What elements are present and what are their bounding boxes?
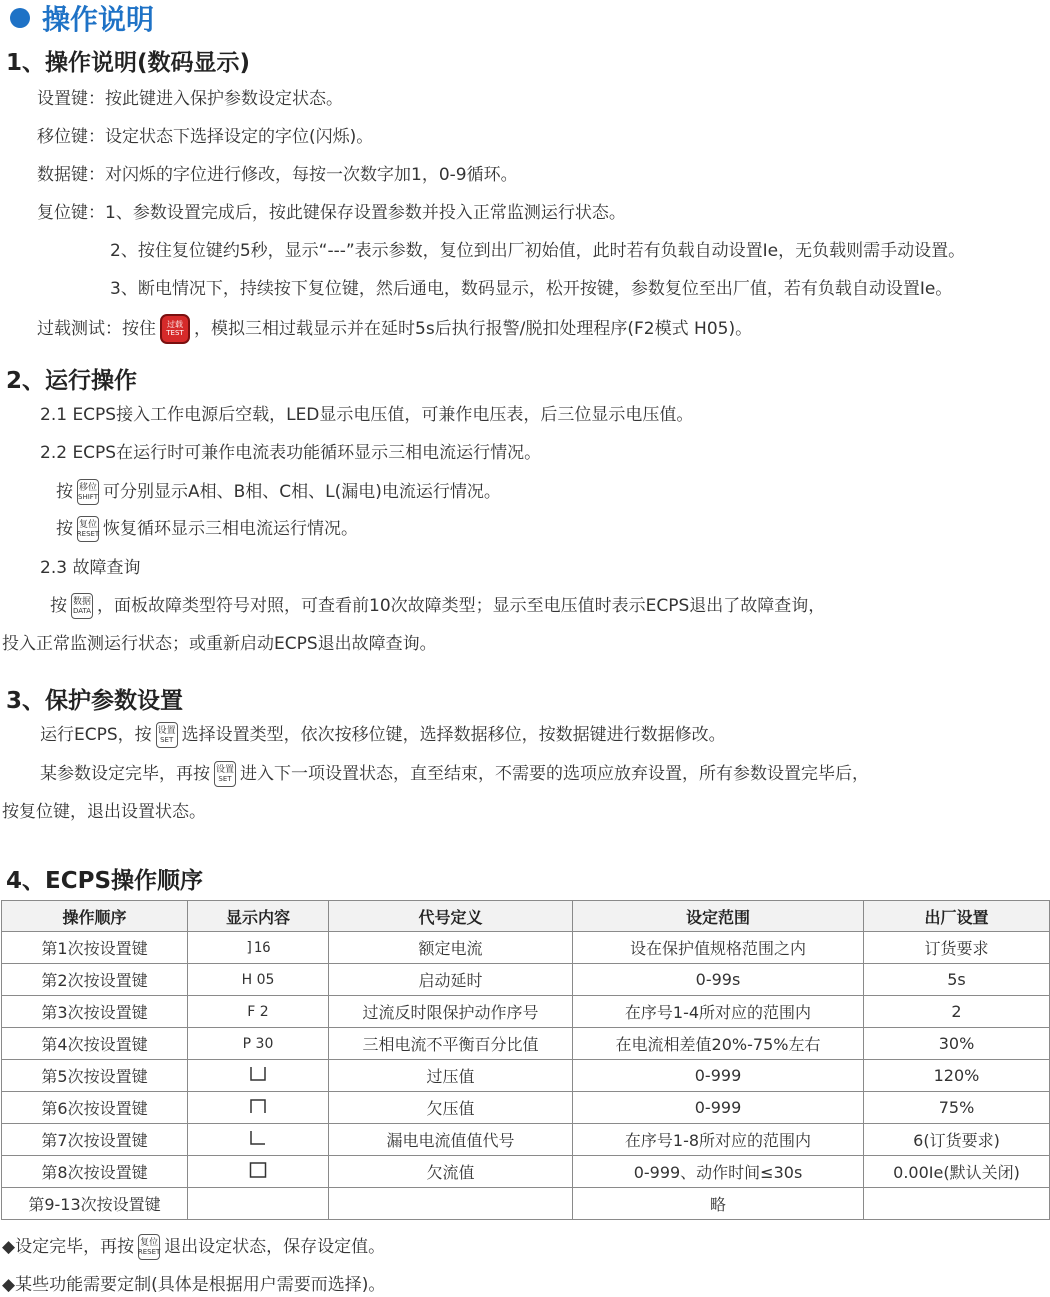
sec3-line-1-pre: 运行ECPS，按 xyxy=(40,725,152,745)
table-cell: 120% xyxy=(864,1060,1050,1092)
sec1-line-5: 2、按住复位键约5秒，显示“---”表示参数，复位到出厂初始值，此时若有负载自动设置Ie，无负载则需手动设置。 xyxy=(110,241,966,261)
sec2-line-6-pre: 按 xyxy=(50,596,67,616)
page-title-row xyxy=(10,0,154,36)
sec3-line-2-pre: 某参数设定完毕，再按 xyxy=(40,764,210,784)
sec1-line-1: 设置键：按此键进入保护参数设定状态。 xyxy=(37,89,343,109)
table-cell: 0-999 xyxy=(573,1060,864,1092)
sec2-line-4 xyxy=(56,515,358,543)
segment-top-n-icon xyxy=(248,1097,268,1115)
sec2-line-5: 2.3 故障查询 xyxy=(40,558,141,578)
sec1-line-7-post: ，模拟三相过载显示并在延时5s后执行报警/脱扣处理程序(F2模式 H05)。 xyxy=(194,319,753,339)
table-cell: 第1次按设置键 xyxy=(2,932,188,964)
table-cell-display: P 30 xyxy=(188,1028,329,1060)
section-2-heading: 2、运行操作 xyxy=(6,368,138,394)
section-3-heading: 3、保护参数设置 xyxy=(6,688,184,714)
sec2-line-2: 2.2 ECPS在运行时可兼作电流表功能循环显示三相电流运行情况。 xyxy=(40,443,542,463)
table-cell: 第2次按设置键 xyxy=(2,964,188,996)
note-1-post: 退出设定状态，保存设定值。 xyxy=(164,1237,386,1257)
table-cell: 过流反时限保护动作序号 xyxy=(329,996,573,1028)
sec1-line-7-pre: 过载测试：按住 xyxy=(37,319,156,339)
test-button-icon xyxy=(160,314,190,344)
test-icon-bottom: TEST xyxy=(166,329,184,337)
table-cell: 欠压值 xyxy=(329,1092,573,1124)
reset-key-icon xyxy=(77,516,99,542)
sec1-line-2: 移位键：设定状态下选择设定的字位(闪烁)。 xyxy=(37,127,374,147)
section-4-heading: 4、ECPS操作顺序 xyxy=(6,868,204,894)
table-cell: 第6次按设置键 xyxy=(2,1092,188,1124)
table-cell-display: F 2 xyxy=(188,996,329,1028)
reset-icon-top: 复位 xyxy=(78,519,97,530)
sec1-line-7 xyxy=(37,314,752,344)
table-header-cell: 设定范围 xyxy=(573,901,864,932)
sec2-line-4-pre: 按 xyxy=(56,519,73,539)
table-row xyxy=(2,1092,1050,1124)
table-cell: 略 xyxy=(573,1188,864,1220)
data-icon-bottom: DATA xyxy=(72,606,92,615)
table-cell: 第8次按设置键 xyxy=(2,1156,188,1188)
table-cell-display: H 05 xyxy=(188,964,329,996)
table-cell: 0-999 xyxy=(573,1092,864,1124)
sec3-line-3: 按复位键，退出设置状态。 xyxy=(2,802,206,822)
table-cell: 第3次按设置键 xyxy=(2,996,188,1028)
set-key-icon xyxy=(214,761,236,787)
table-cell: 30% xyxy=(864,1028,1050,1060)
table-row xyxy=(2,1188,1050,1220)
table-row xyxy=(2,932,1050,964)
table-cell: 0-99s xyxy=(573,964,864,996)
table-cell-display xyxy=(188,1092,329,1124)
table-cell: 0-999、动作时间≤30s xyxy=(573,1156,864,1188)
table-cell: 欠流值 xyxy=(329,1156,573,1188)
reset-icon-bottom: RESET xyxy=(137,1247,161,1256)
table-cell xyxy=(864,1188,1050,1220)
sec3-line-2 xyxy=(40,760,869,788)
table-cell: 第9-13次按设置键 xyxy=(2,1188,188,1220)
sec3-line-1 xyxy=(40,721,726,749)
table-header-cell: 出厂设置 xyxy=(864,901,1050,932)
sec2-line-3-post: 可分别显示A相、B相、C相、L(漏电)电流运行情况。 xyxy=(103,482,501,502)
operation-sequence-table xyxy=(1,900,1050,1220)
table-cell: 第5次按设置键 xyxy=(2,1060,188,1092)
table-row xyxy=(2,1124,1050,1156)
sec3-line-2-post: 进入下一项设置状态，直至结束，不需要的选项应放弃设置，所有参数设置完毕后， xyxy=(240,764,869,784)
sec1-line-4: 复位键：1、参数设置完成后，按此键保存设置参数并投入正常监测运行状态。 xyxy=(37,203,626,223)
table-cell: 第7次按设置键 xyxy=(2,1124,188,1156)
segment-bottom-u-icon xyxy=(248,1065,268,1083)
table-cell-display: ]16 xyxy=(188,932,329,964)
table-cell: 漏电电流值值代号 xyxy=(329,1124,573,1156)
set-icon-top: 设置 xyxy=(157,725,176,736)
table-header-row xyxy=(2,901,1050,932)
set-icon-bottom: SET xyxy=(218,774,232,783)
reset-icon-top: 复位 xyxy=(140,1237,159,1248)
sec1-line-6: 3、断电情况下，持续按下复位键，然后通电，数码显示，松开按键，参数复位至出厂值，若有负载自动设置Ie。 xyxy=(110,279,953,299)
table-cell xyxy=(188,1188,329,1220)
test-icon-top: 过载 xyxy=(167,320,183,329)
table-cell: 启动延时 xyxy=(329,964,573,996)
table-cell: 在序号1-4所对应的范围内 xyxy=(573,996,864,1028)
note-1-pre: ◆设定完毕，再按 xyxy=(2,1237,135,1257)
reset-icon-bottom: RESET xyxy=(76,529,100,538)
page-title: 操作说明 xyxy=(42,3,155,36)
table-row xyxy=(2,996,1050,1028)
sec2-line-6 xyxy=(50,592,825,620)
set-icon-bottom: SET xyxy=(160,735,174,744)
table-header-cell: 代号定义 xyxy=(329,901,573,932)
table-cell: 2 xyxy=(864,996,1050,1028)
sec2-line-7: 投入正常监测运行状态；或重新启动ECPS退出故障查询。 xyxy=(2,634,437,654)
set-icon-top: 设置 xyxy=(215,764,234,775)
data-icon-top: 数据 xyxy=(72,596,91,607)
set-key-icon xyxy=(156,722,178,748)
shift-icon-bottom: SHIFT xyxy=(78,492,98,501)
table-cell-display xyxy=(188,1060,329,1092)
data-key-icon xyxy=(71,593,93,619)
sec2-line-6-post: ，面板故障类型符号对照，可查看前10次故障类型；显示至电压值时表示ECPS退出了故障查询， xyxy=(97,596,826,616)
table-header-cell: 操作顺序 xyxy=(2,901,188,932)
sec2-line-3 xyxy=(56,478,501,506)
sec2-line-4-post: 恢复循环显示三相电流运行情况。 xyxy=(103,519,358,539)
table-cell xyxy=(329,1188,573,1220)
table-cell: 额定电流 xyxy=(329,932,573,964)
sec2-line-1: 2.1 ECPS接入工作电源后空载，LED显示电压值，可兼作电压表，后三位显示电压值。 xyxy=(40,405,694,425)
note-1 xyxy=(2,1233,385,1261)
table-cell: 75% xyxy=(864,1092,1050,1124)
shift-icon-top: 移位 xyxy=(78,482,97,493)
note-2: ◆某些功能需要定制(具体是根据用户需要而选择)。 xyxy=(2,1275,386,1295)
table-cell: 0.00Ie(默认关闭) xyxy=(864,1156,1050,1188)
table-cell: 5s xyxy=(864,964,1050,996)
table-cell: 过压值 xyxy=(329,1060,573,1092)
table-cell: 订货要求 xyxy=(864,932,1050,964)
table-row xyxy=(2,1060,1050,1092)
shift-key-icon xyxy=(77,479,99,505)
sec2-line-3-pre: 按 xyxy=(56,482,73,502)
table-cell: 6(订货要求) xyxy=(864,1124,1050,1156)
table-cell: 设在保护值规格范围之内 xyxy=(573,932,864,964)
table-cell: 三相电流不平衡百分比值 xyxy=(329,1028,573,1060)
segment-box-icon xyxy=(248,1161,268,1179)
table-cell: 在电流相差值20%-75%左右 xyxy=(573,1028,864,1060)
table-cell-display xyxy=(188,1156,329,1188)
table-cell: 在序号1-8所对应的范围内 xyxy=(573,1124,864,1156)
table-row xyxy=(2,1156,1050,1188)
reset-key-icon xyxy=(138,1234,160,1260)
table-row xyxy=(2,964,1050,996)
table-cell: 第4次按设置键 xyxy=(2,1028,188,1060)
title-bullet-icon xyxy=(10,8,30,28)
sec1-line-3: 数据键：对闪烁的字位进行修改，每按一次数字加1，0-9循环。 xyxy=(37,165,518,185)
sec3-line-1-post: 选择设置类型，依次按移位键，选择数据移位，按数据键进行数据修改。 xyxy=(181,725,726,745)
table-row xyxy=(2,1028,1050,1060)
table-header-cell: 显示内容 xyxy=(188,901,329,932)
section-1-heading: 1、操作说明(数码显示) xyxy=(6,50,251,76)
table-cell-display xyxy=(188,1124,329,1156)
segment-l-icon xyxy=(248,1129,268,1147)
